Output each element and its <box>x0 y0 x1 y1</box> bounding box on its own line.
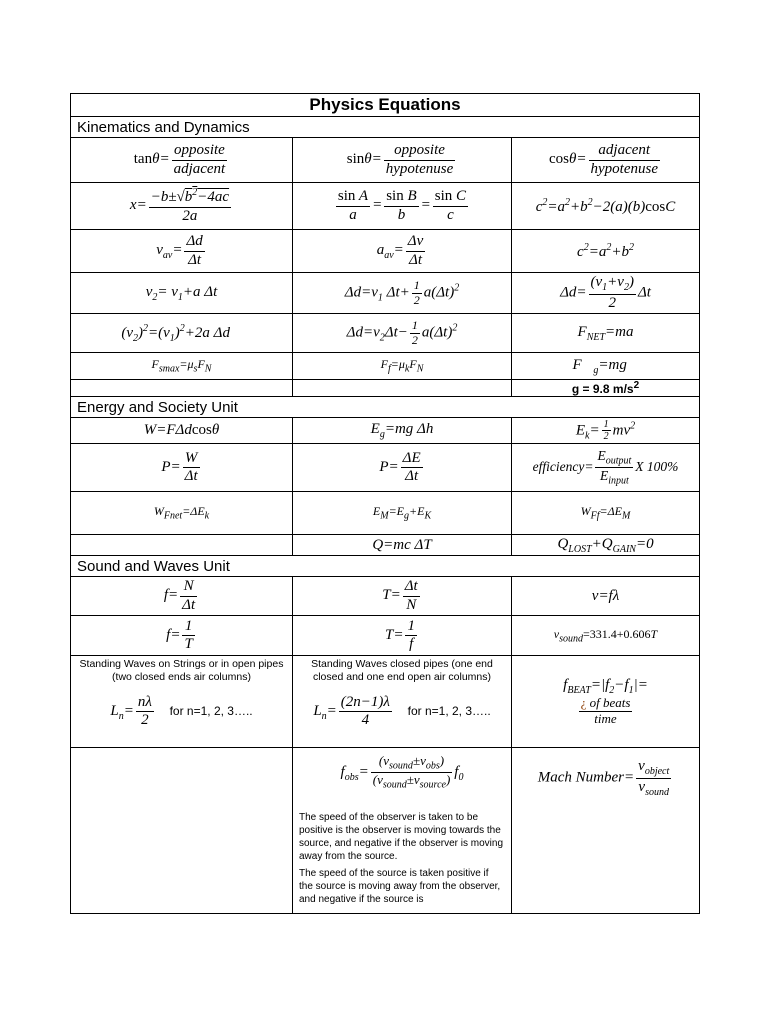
final-velocity-equation: $v_2= v_1+a$ Δt <box>71 273 293 314</box>
potential-energy-equation: $E_g=mg$ Δh <box>293 418 512 444</box>
standing-closed-equation: $L_n=$ $\frac{(2n-1)\lambda}{4}$ for n=1, 2, 3….. <box>313 694 491 729</box>
section-energy: Energy and Society Unit <box>71 397 700 418</box>
frequency-period-equation: f= $\frac{1}{T}$ <box>71 616 293 656</box>
work-equation: W=FΔdcosθ <box>71 418 293 444</box>
cosine-law: $c^2=a^2+b^2-2(a)(b)\cos C$ <box>512 183 700 230</box>
doppler-equation: $f_{obs}=$ $\frac{(v_{sound}\pm v_{obs})}{(v_{sound}\pm v_{source})}$ $f_0$ <box>340 753 464 791</box>
doppler-note-observer: The speed of the observer is taken to be positive is the observer is moving towards the source, and negative if the observer is moving away from the source. <box>299 812 503 863</box>
sin-equation: sinθ= $\frac{\text{opposite}}{\text{hypotenuse}}$ <box>293 138 512 183</box>
standing-open-equation: $L_n=$ $\frac{n\lambda}{2}$ for n=1, 2, 3….. <box>110 694 253 729</box>
standing-waves-closed-cell <box>293 656 512 748</box>
heat-balance-equation: $Q_{LOST}+Q_{GAIN}=0$ <box>512 535 700 556</box>
speed-of-sound-equation: $v_{sound}=331.4+0.606T$ <box>512 616 700 656</box>
section-sound: Sound and Waves Unit <box>71 556 700 577</box>
cos-equation: cosθ= $\frac{\text{adjacent}}{\text{hypotenuse}}$ <box>512 138 700 183</box>
displacement-average-equation: Δd= $\frac{(v_1+v_2)}{2}$ Δt <box>512 273 700 314</box>
kinetic-friction-equation: $F_f=\mu_kF_N$ <box>293 353 512 380</box>
efficiency-equation: efficiency= $\frac{E_{output}}{E_{input}}$ X 100% <box>512 444 700 492</box>
standing-closed-title: Standing Waves closed pipes (one end closed and one end open air columns) <box>311 658 493 683</box>
equations-table <box>70 93 700 914</box>
gravity-force-equation: $F⃗_g=mg⃗$ <box>512 353 700 380</box>
standing-open-title: Standing Waves on Strings or in open pipes (two closed ends air columns) <box>79 658 284 683</box>
doppler-note-source: The speed of the source is taken positive if the source is moving away from the observer, and negative if the source is <box>299 868 501 906</box>
static-friction-equation: $F_{smax}=\mu_sF_N$ <box>71 353 293 380</box>
section-kinematics: Kinematics and Dynamics <box>71 117 700 138</box>
mach-number-equation: Mach Number= $\frac{v_{object}}{v_{sound}}$ <box>512 748 700 914</box>
work-net-force-equation: $W_{Fnet}=\Delta E_k$ <box>71 492 293 535</box>
heat-equation: Q=mc ΔT <box>293 535 512 556</box>
frequency-equation: f= $\frac{N}{\Delta t}$ <box>71 577 293 616</box>
page-title: Physics Equations <box>71 94 700 117</box>
average-acceleration: $a_{av}=$ $\frac{\Delta v}{\Delta t}$ <box>293 230 512 273</box>
work-friction-equation: $W_{Ff}=\Delta E_M$ <box>512 492 700 535</box>
sine-law: $\frac{\text{sin A}}{a}$ = $\frac{\text{sin B}}{b}$ = $\frac{\text{sin C}}{c}$ <box>293 183 512 230</box>
quadratic-formula: x= $\frac{-b\pm√b^2-4ac}{2a}$ <box>71 183 293 230</box>
net-force-equation: $F_{NET}=ma$ <box>512 314 700 353</box>
standing-waves-open-cell <box>71 656 293 748</box>
mechanical-energy-equation: $E_M=E_g+E_K$ <box>293 492 512 535</box>
displacement-v1-equation: $\Delta d=v_1$ Δt+ $\frac{1}{2}$ $a(\Delta t)^2$ <box>293 273 512 314</box>
velocity-squared-equation: $(v_2)^2=(v_1)^2+2a$ Δd⃗ <box>71 314 293 353</box>
average-velocity: $v_{av}=$ $\frac{\Delta d}{\Delta t}$ <box>71 230 293 273</box>
doppler-cell <box>293 748 512 914</box>
beat-frequency-equation: $f_{BEAT}=|f_2-f_1|=$ $\frac{\text{¿ of beats}}{\text{time}}$ <box>512 656 700 748</box>
period-equation: T= $\frac{\Delta t}{N}$ <box>293 577 512 616</box>
period-frequency-equation: T= $\frac{1}{f}$ <box>293 616 512 656</box>
pythagorean-theorem: $c^2=a^2+b^2$ <box>512 230 700 273</box>
kinetic-energy-equation: $E_k=$ $\frac{1}{2}$ $mv^2$ <box>512 418 700 444</box>
power-energy-equation: P= $\frac{\Delta E}{\Delta t}$ <box>293 444 512 492</box>
power-work-equation: P= $\frac{W}{\Delta t}$ <box>71 444 293 492</box>
displacement-v2-equation: $\Delta d=v_2\Delta t-$ $\frac{1}{2}$ $a(\Delta t)^2$ <box>293 314 512 353</box>
wave-speed-equation: v=fλ <box>512 577 700 616</box>
tan-equation: tanθ= $\frac{\text{opposite}}{\text{adjacent}}$ <box>71 138 293 183</box>
gravity-constant: g = 9.8 $m/s^2$ <box>512 380 700 397</box>
